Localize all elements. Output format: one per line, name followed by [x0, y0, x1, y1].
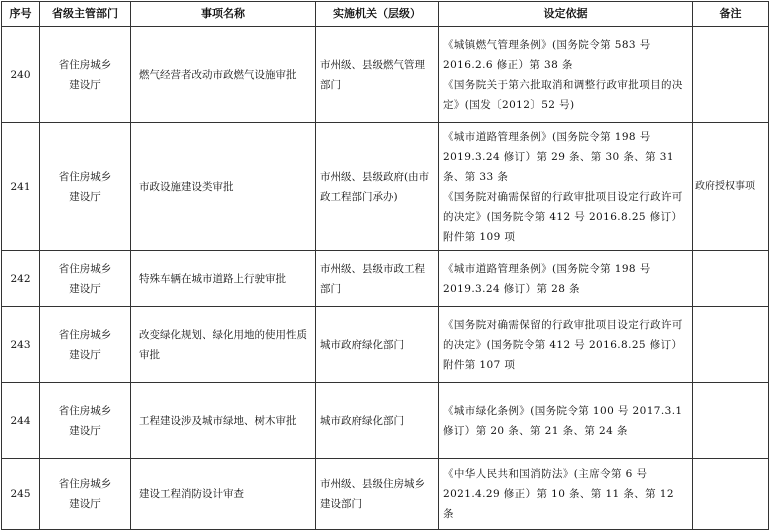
- serial-number: 244: [2, 383, 40, 459]
- department: [40, 307, 131, 383]
- basis: [439, 251, 693, 307]
- table-row: [2, 123, 769, 251]
- agency: 市州级、县级市政工程部门: [316, 251, 439, 307]
- serial-number: 245: [2, 459, 40, 530]
- header-department: 省级主管部门: [40, 2, 131, 27]
- remark: [693, 383, 769, 459]
- table-row: [2, 307, 769, 383]
- department-line: 建设厅: [69, 348, 101, 361]
- item-name: 工程建设涉及城市绿地、树木审批: [131, 383, 316, 459]
- agency: 城市政府绿化部门: [316, 307, 439, 383]
- department: [40, 459, 131, 530]
- remark: [693, 459, 769, 530]
- header-item-name: 事项名称: [131, 2, 316, 27]
- serial-number: 242: [2, 251, 40, 307]
- header-remark: 备注: [693, 2, 769, 27]
- remark: [693, 307, 769, 383]
- table-row: [2, 383, 769, 459]
- department-line: 建设厅: [69, 190, 101, 203]
- basis-line: 《城市道路管理条例》(国务院令第 198 号 2019.3.24 修订）第 29 条、第 30 条、第 31 条、第 33 条: [443, 130, 674, 183]
- basis-line: 《国务院关于第六批取消和调整行政审批项目的决定》(国发〔2012〕52 号): [443, 78, 683, 111]
- item-name: 特殊车辆在城市道路上行驶审批: [131, 251, 316, 307]
- basis-line: 《城市绿化条例》(国务院令第 100 号 2017.3.1 修订）第 20 条、第 21 条、第 24 条: [443, 404, 683, 437]
- department: [40, 123, 131, 251]
- item-name: 燃气经营者改动市政燃气设施审批: [131, 27, 316, 123]
- table-row: [2, 27, 769, 123]
- remark: [693, 251, 769, 307]
- table-row: [2, 459, 769, 530]
- basis: [439, 123, 693, 251]
- basis: [439, 383, 693, 459]
- table-row: [2, 251, 769, 307]
- item-name: 市政设施建设类审批: [131, 123, 316, 251]
- item-name: 建设工程消防设计审查: [131, 459, 316, 530]
- department-line: 省住房城乡: [58, 262, 112, 275]
- basis: [439, 27, 693, 123]
- department-line: 省住房城乡: [58, 58, 112, 71]
- remark: [693, 27, 769, 123]
- item-name: 改变绿化规划、绿化用地的使用性质审批: [131, 307, 316, 383]
- department-line: 建设厅: [69, 78, 101, 91]
- department-line: 省住房城乡: [58, 404, 112, 417]
- basis: [439, 459, 693, 530]
- header-serial: 序号: [2, 2, 40, 27]
- department-line: 省住房城乡: [58, 170, 112, 183]
- basis-line: 《城市道路管理条例》(国务院令第 198 号 2019.3.24 修订）第 28 条: [443, 262, 651, 295]
- department-line: 省住房城乡: [58, 478, 112, 490]
- header-basis: 设定依据: [439, 2, 693, 27]
- department-line: 建设厅: [69, 282, 101, 295]
- basis-line: 《国务院对确需保留的行政审批项目设定行政许可的决定》(国务院令第 412 号 2016.8.25 修订）附件第 109 项: [443, 190, 683, 243]
- basis: [439, 307, 693, 383]
- agency: 市州级、县级住房城乡建设部门: [316, 459, 439, 530]
- remark: 政府授权事项: [693, 123, 769, 251]
- serial-number: 241: [2, 123, 40, 251]
- department-line: 省住房城乡: [58, 328, 112, 341]
- department-line: 建设厅: [69, 498, 101, 510]
- header-agency: 实施机关（层级）: [316, 2, 439, 27]
- agency: 市州级、县级政府(由市政工程部门承办): [316, 123, 439, 251]
- department-line: 建设厅: [69, 424, 101, 437]
- basis-line: 《中华人民共和国消防法》(主席令第 6 号 2021.4.29 修正）第 10 条、第 11 条、第 12 条: [443, 468, 674, 520]
- serial-number: 240: [2, 27, 40, 123]
- basis-line: 《城镇燃气管理条例》(国务院令第 583 号 2016.2.6 修正）第 38 条: [443, 38, 651, 71]
- agency: 城市政府绿化部门: [316, 383, 439, 459]
- header-row: [2, 2, 769, 27]
- basis-line: 《国务院对确需保留的行政审批项目设定行政许可的决定》(国务院令第 412 号 2016.8.25 修订）附件第 107 项: [443, 318, 683, 371]
- agency: 市州级、县级燃气管理部门: [316, 27, 439, 123]
- department: [40, 383, 131, 459]
- department: [40, 251, 131, 307]
- department: [40, 27, 131, 123]
- serial-number: 243: [2, 307, 40, 383]
- approval-items-table: [1, 1, 769, 530]
